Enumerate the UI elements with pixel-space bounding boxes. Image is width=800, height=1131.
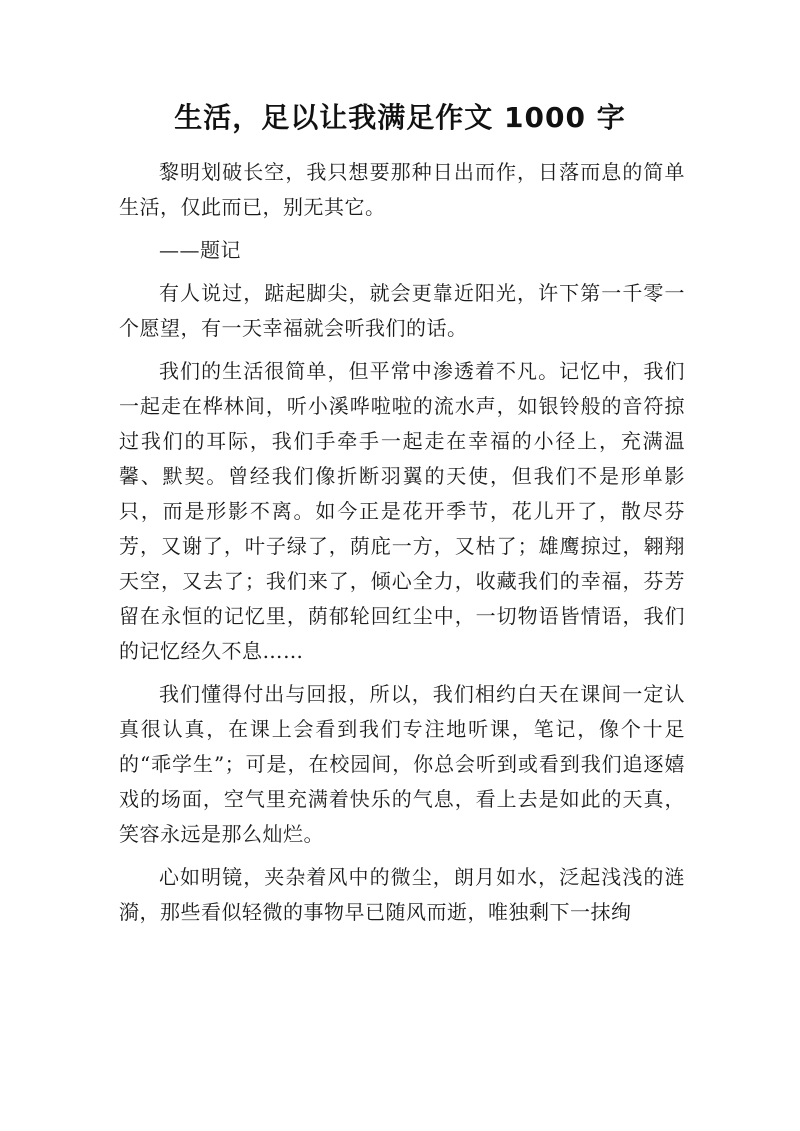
paragraph-memories: 我们的生活很简单，但平常中渗透着不凡。记忆中，我们一起走在桦林间，听小溪哗啦啦的流水声，如银铃般的音符掠过我们的耳际，我们手牵手一起走在幸福的小径上，充满温馨、默契。曾经我们像折断羽翼的天使，但我们不是形单影只，而是形影不离。如今正是花开季节，花儿开了，散尽芬芳，又谢了，叶子绿了，荫庇一方，又枯了；雄鹰掠过，翱翔天空，又去了；我们来了，倾心全力，收藏我们的幸福，芬芳留在永恒的记忆里，荫郁轮回红尘中，一切物语皆情语，我们的记忆经久不息…… bbox=[119, 359, 685, 663]
document-title: 生活，足以让我满足作文 1000 字 bbox=[174, 101, 626, 134]
document-body bbox=[119, 155, 685, 938]
paragraph-epigraph-attribution: ——题记 bbox=[159, 238, 241, 262]
paragraph-mirror: 心如明镜，夹杂着风中的微尘，朗月如水，泛起浅浅的涟漪，那些看似轻微的事物早已随风而逝，唯独剩下一抹绚 bbox=[119, 865, 685, 924]
paragraph-wish: 有人说过，踮起脚尖，就会更靠近阳光，许下第一千零一个愿望，有一天幸福就会听我们的话。 bbox=[119, 281, 685, 340]
paragraph-intro: 黎明划破长空，我只想要那种日出而作，日落而息的简单生活，仅此而已，别无其它。 bbox=[119, 160, 685, 219]
paragraph-school: 我们懂得付出与回报，所以，我们相约白天在课间一定认真很认真，在课上会看到我们专注地听课，笔记，像个十足的“乖学生”；可是，在校园间，你总会听到或看到我们追逐嬉戏的场面，空气里充满着快乐的气息，看上去是如此的天真，笑容永远是那么灿烂。 bbox=[119, 682, 685, 846]
